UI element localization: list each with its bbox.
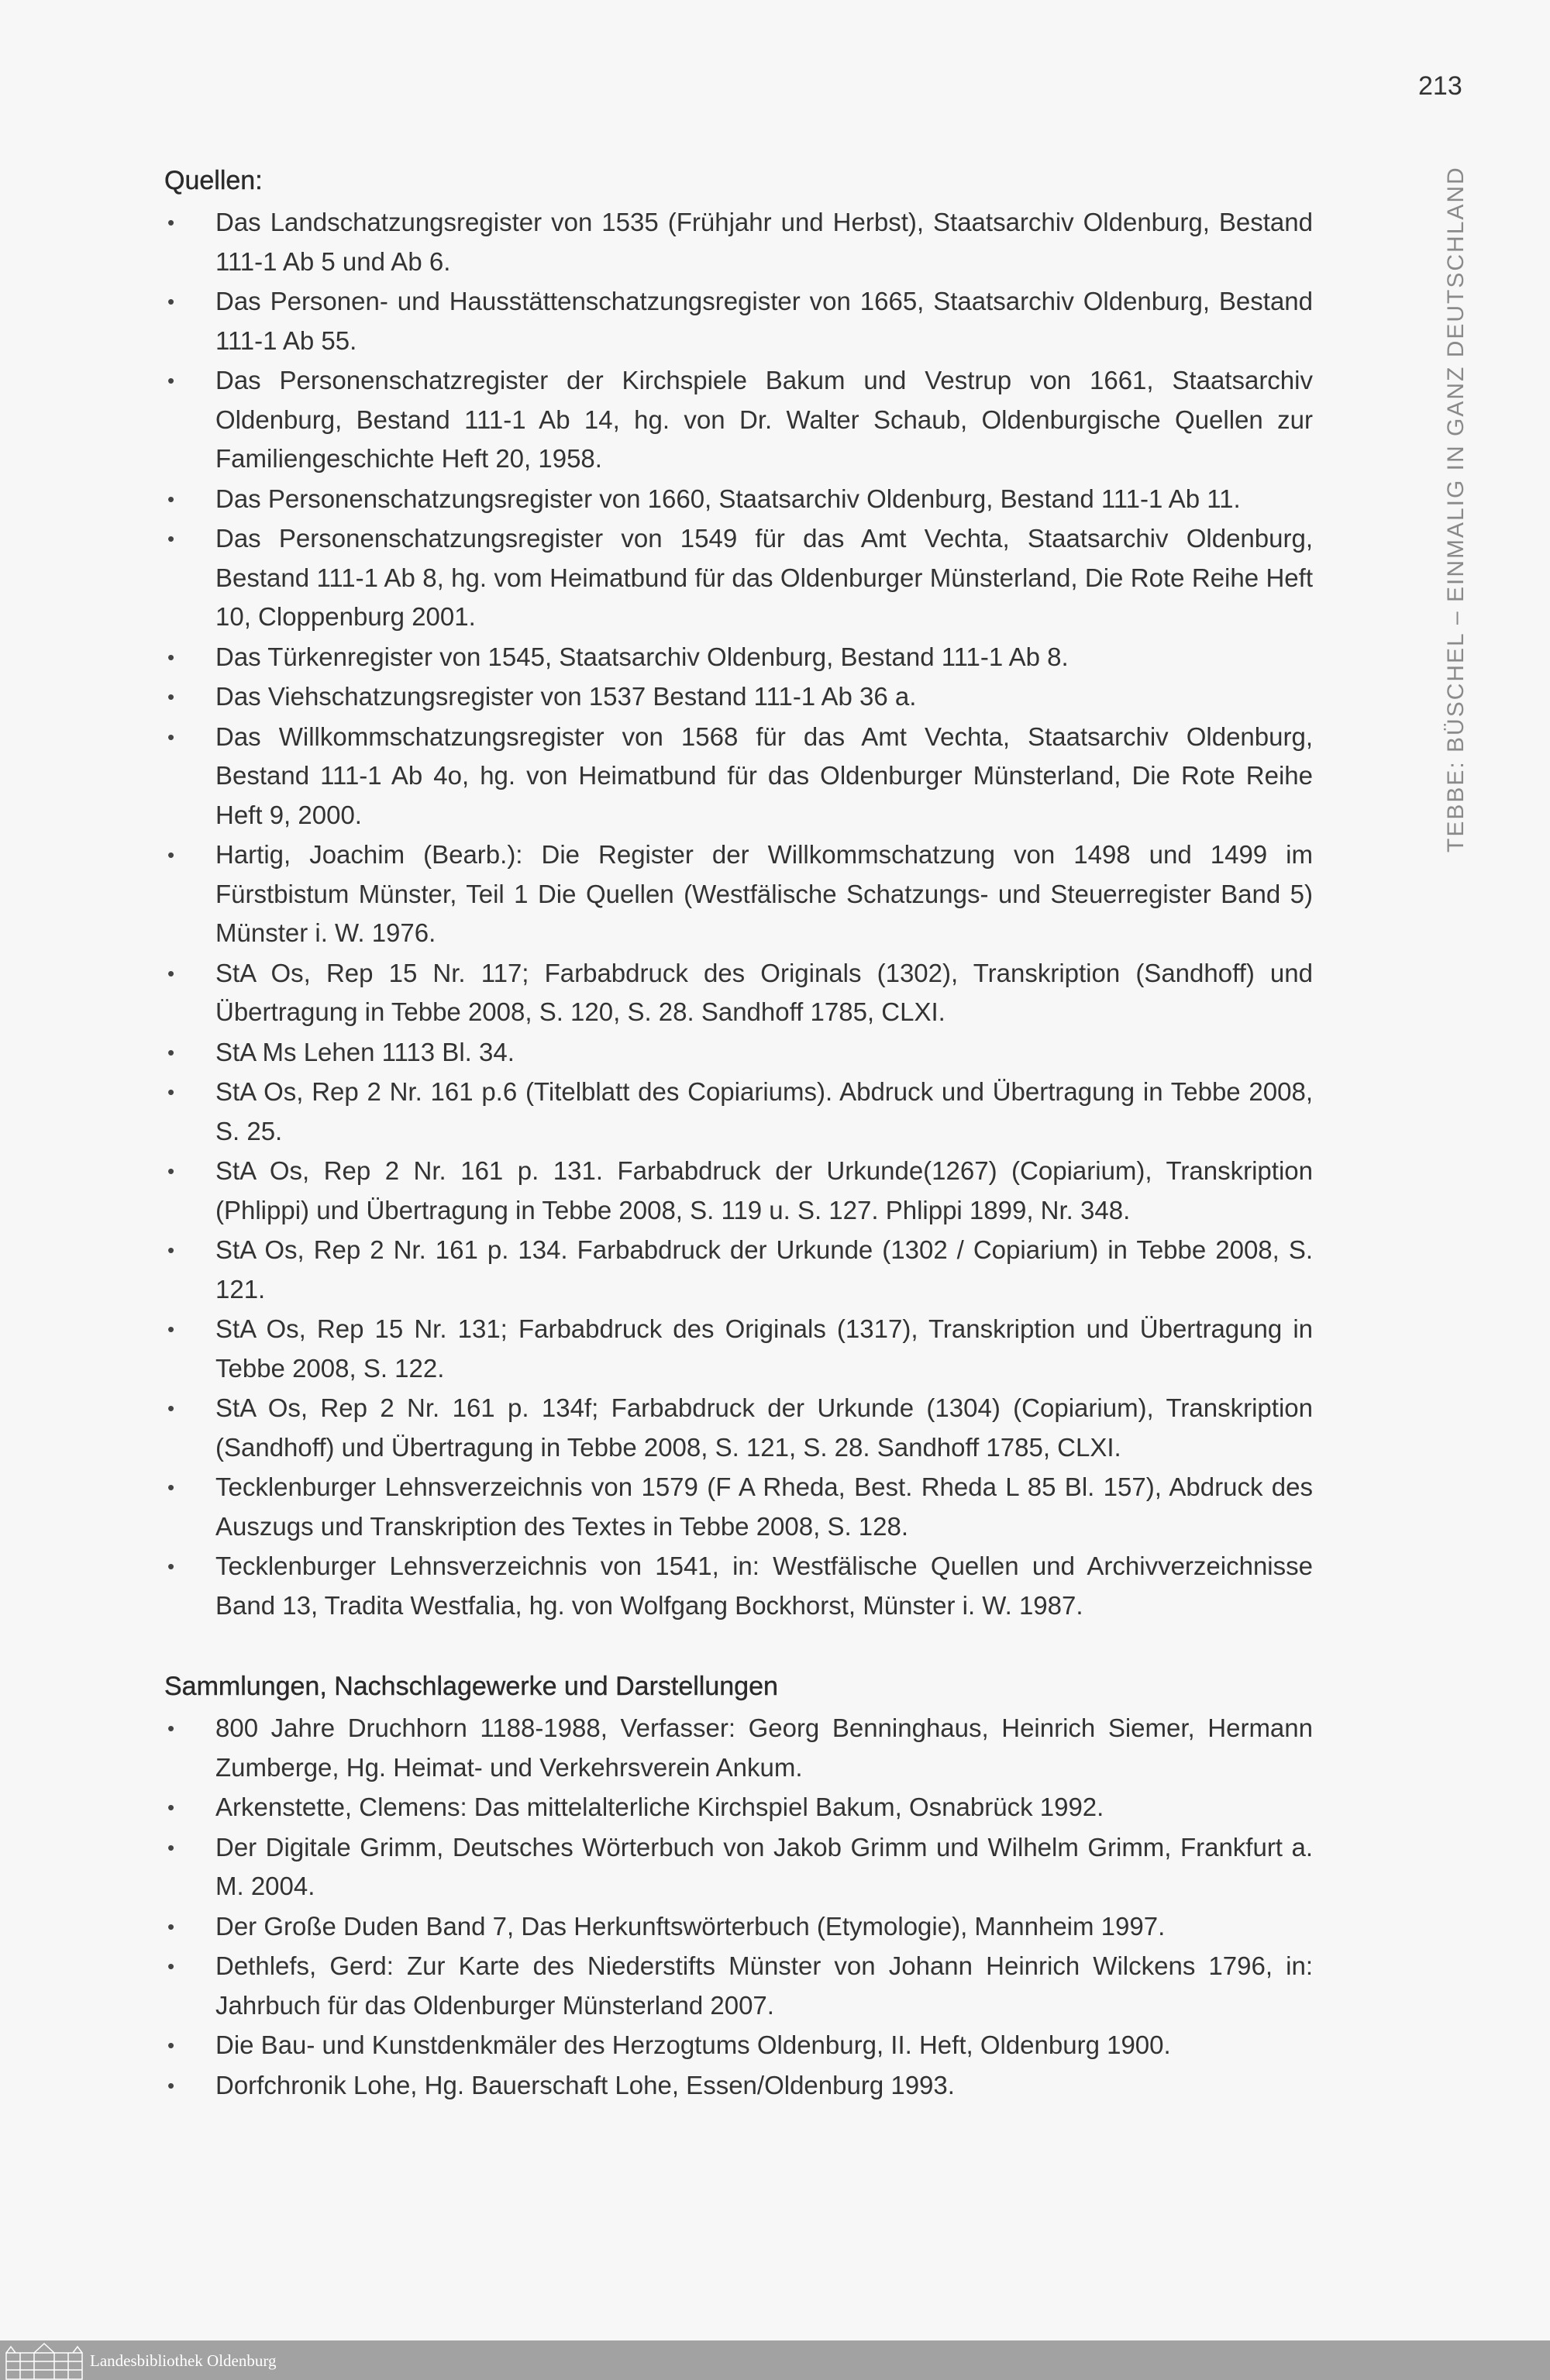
list-item-text: Der Große Duden Band 7, Das Herkunftswörterbuch (Etymologie), Mannheim 1997. bbox=[215, 1911, 1166, 1941]
list-item bbox=[164, 638, 1313, 677]
bibliography bbox=[164, 161, 1313, 2106]
footer-label: Landesbibliothek Oldenburg bbox=[90, 2351, 277, 2370]
list-item-text: Tecklenburger Lehnsverzeichnis von 1541, in: Westfälische Quellen und Archivverzeichnisse Band 13, Tradita Westfalia, hg. von Wolfgang Bockhorst, Münster i. W. 1987. bbox=[215, 1552, 1313, 1620]
list-item bbox=[164, 203, 1313, 281]
list-item-text: Hartig, Joachim (Bearb.): Die Register der Willkommschatzung von 1498 und 1499 im Fürstbistum Münster, Teil 1 Die Quellen (Westfälische Schatzungs- und Steuerregister Band 5) Münster i. W. 1976. bbox=[215, 840, 1313, 947]
bullet-icon: • bbox=[167, 645, 175, 669]
bullet-icon: • bbox=[167, 685, 175, 708]
list-item-text: StA Os, Rep 2 Nr. 161 p. 134. Farbabdruck der Urkunde (1302 / Copiarium) in Tebbe 2008, S. 121. bbox=[215, 1235, 1313, 1304]
bullet-icon: • bbox=[167, 1317, 175, 1341]
bullet-icon: • bbox=[167, 2034, 175, 2057]
library-building-logo bbox=[5, 2342, 84, 2380]
bullet-icon: • bbox=[167, 2073, 175, 2097]
list-item bbox=[164, 1073, 1313, 1151]
sources-list bbox=[164, 203, 1313, 1625]
list-item-text: Das Personenschatzungsregister von 1660, Staatsarchiv Oldenburg, Bestand 111-1 Ab 11. bbox=[215, 484, 1241, 513]
running-head: TEBBE: BÜSCHEL – EINMALIG IN GANZ DEUTSCHLAND bbox=[1443, 166, 1469, 852]
list-item bbox=[164, 361, 1313, 479]
list-item-text: Die Bau- und Kunstdenkmäler des Herzogtums Oldenburg, II. Heft, Oldenburg 1900. bbox=[215, 2030, 1171, 2059]
bullet-icon: • bbox=[167, 843, 175, 866]
list-item-text: StA Ms Lehen 1113 Bl. 34. bbox=[215, 1037, 515, 1066]
page-number: 213 bbox=[1418, 71, 1462, 101]
list-item-text: Dorfchronik Lohe, Hg. Bauerschaft Lohe, Essen/Oldenburg 1993. bbox=[215, 2070, 955, 2099]
bullet-icon: • bbox=[167, 1397, 175, 1420]
list-item-text: Das Personenschatzregister der Kirchspiele Bakum und Vestrup von 1661, Staatsarchiv Oldenburg, Bestand 111-1 Ab 14, hg. von Dr. Walter Schaub, Oldenburgische Quellen zur Familiengeschichte Heft 20, 1958. bbox=[215, 366, 1313, 473]
list-item bbox=[164, 1033, 1313, 1073]
list-item-text: 800 Jahre Druchhorn 1188-1988, Verfasser: Georg Benninghaus, Heinrich Siemer, Hermann Zumberge, Hg. Heimat- und Verkehrsverein Ankum. bbox=[215, 1714, 1313, 1782]
list-item bbox=[164, 282, 1313, 360]
list-item bbox=[164, 2066, 1313, 2106]
bullet-icon: • bbox=[167, 1159, 175, 1183]
list-item-text: Der Digitale Grimm, Deutsches Wörterbuch von Jakob Grimm und Wilhelm Grimm, Frankfurt a. M. 2004. bbox=[215, 1832, 1313, 1900]
list-item bbox=[164, 480, 1313, 519]
list-item bbox=[164, 1152, 1313, 1230]
bullet-icon: • bbox=[167, 369, 175, 392]
bullet-icon: • bbox=[167, 1717, 175, 1740]
list-item-text: Dethlefs, Gerd: Zur Karte des Niederstifts Münster von Johann Heinrich Wilckens 1796, in: Jahrbuch für das Oldenburger Münsterland 2007. bbox=[215, 1951, 1313, 2020]
bullet-icon: • bbox=[167, 725, 175, 749]
list-item-text: Das Landschatzungsregister von 1535 (Frühjahr und Herbst), Staatsarchiv Oldenburg, Bestand 111-1 Ab 5 und Ab 6. bbox=[215, 208, 1313, 276]
list-item-text: Das Personen- und Hausstättenschatzungsregister von 1665, Staatsarchiv Oldenburg, Bestand 111-1 Ab 55. bbox=[215, 287, 1313, 355]
list-item bbox=[164, 1389, 1313, 1467]
bullet-icon: • bbox=[167, 1476, 175, 1499]
bullet-icon: • bbox=[167, 1040, 175, 1064]
bullet-icon: • bbox=[167, 527, 175, 550]
list-item-text: Tecklenburger Lehnsverzeichnis von 1579 (F A Rheda, Best. Rheda L 85 Bl. 157), Abdruck des Auszugs und Transkription des Textes in Tebbe 2008, S. 128. bbox=[215, 1472, 1313, 1541]
list-item bbox=[164, 677, 1313, 717]
list-item bbox=[164, 1468, 1313, 1546]
list-item bbox=[164, 954, 1313, 1032]
list-item-text: StA Os, Rep 2 Nr. 161 p. 134f; Farbabdruck der Urkunde (1304) (Copiarium), Transkription (Sandhoff) und Übertragung in Tebbe 2008, S. 121, S. 28. Sandhoff 1785, CLXI. bbox=[215, 1393, 1313, 1462]
bullet-icon: • bbox=[167, 290, 175, 313]
bullet-icon: • bbox=[167, 1080, 175, 1104]
list-item bbox=[164, 1310, 1313, 1388]
list-item bbox=[164, 718, 1313, 835]
list-item bbox=[164, 1547, 1313, 1625]
list-item bbox=[164, 835, 1313, 953]
list-item-text: StA Os, Rep 15 Nr. 131; Farbabdruck des Originals (1317), Transkription und Übertragung in Tebbe 2008, S. 122. bbox=[215, 1314, 1313, 1383]
collections-list bbox=[164, 1709, 1313, 2105]
list-item bbox=[164, 1231, 1313, 1309]
bullet-icon: • bbox=[167, 1555, 175, 1578]
bullet-icon: • bbox=[167, 1955, 175, 1978]
list-item bbox=[164, 1907, 1313, 1947]
list-item-text: Das Viehschatzungsregister von 1537 Bestand 111-1 Ab 36 a. bbox=[215, 682, 917, 711]
list-item bbox=[164, 519, 1313, 637]
bullet-icon: • bbox=[167, 211, 175, 234]
bullet-icon: • bbox=[167, 1835, 175, 1859]
list-item bbox=[164, 1828, 1313, 1906]
list-item bbox=[164, 1788, 1313, 1827]
bullet-icon: • bbox=[167, 1796, 175, 1819]
list-item bbox=[164, 1947, 1313, 2025]
footer-bar bbox=[0, 2340, 1550, 2380]
list-item-text: Das Personenschatzungsregister von 1549 für das Amt Vechta, Staatsarchiv Oldenburg, Bestand 111-1 Ab 8, hg. vom Heimatbund für das Oldenburger Münsterland, Die Rote Reihe Heft 10, Cloppenburg 2001. bbox=[215, 524, 1313, 631]
list-item-text: Das Türkenregister von 1545, Staatsarchiv Oldenburg, Bestand 111-1 Ab 8. bbox=[215, 642, 1069, 671]
bullet-icon: • bbox=[167, 487, 175, 511]
bullet-icon: • bbox=[167, 1238, 175, 1262]
list-item-text: Arkenstette, Clemens: Das mittelalterliche Kirchspiel Bakum, Osnabrück 1992. bbox=[215, 1793, 1104, 1821]
list-item-text: StA Os, Rep 2 Nr. 161 p.6 (Titelblatt des Copiariums). Abdruck und Übertragung in Tebbe 2008, S. 25. bbox=[215, 1077, 1313, 1145]
section-heading-quellen: Quellen: bbox=[164, 166, 263, 195]
bullet-icon: • bbox=[167, 1914, 175, 1938]
bullet-icon: • bbox=[167, 961, 175, 985]
list-item bbox=[164, 1709, 1313, 1787]
list-item-text: StA Os, Rep 2 Nr. 161 p. 131. Farbabdruck der Urkunde(1267) (Copiarium), Transkription (Phlippi) und Übertragung in Tebbe 2008, S. 119 u. S. 127. Phlippi 1899, Nr. 348. bbox=[215, 1156, 1313, 1224]
section-heading-sammlungen: Sammlungen, Nachschlagewerke und Darstellungen bbox=[164, 1672, 778, 1701]
list-item bbox=[164, 2026, 1313, 2065]
list-item-text: Das Willkommschatzungsregister von 1568 für das Amt Vechta, Staatsarchiv Oldenburg, Bestand 111-1 Ab 4o, hg. von Heimatbund für das Oldenburger Münsterland, Die Rote Reihe Heft 9, 2000. bbox=[215, 722, 1313, 829]
list-item-text: StA Os, Rep 15 Nr. 117; Farbabdruck des Originals (1302), Transkription (Sandhoff) und Übertragung in Tebbe 2008, S. 120, S. 28. Sandhoff 1785, CLXI. bbox=[215, 958, 1313, 1026]
